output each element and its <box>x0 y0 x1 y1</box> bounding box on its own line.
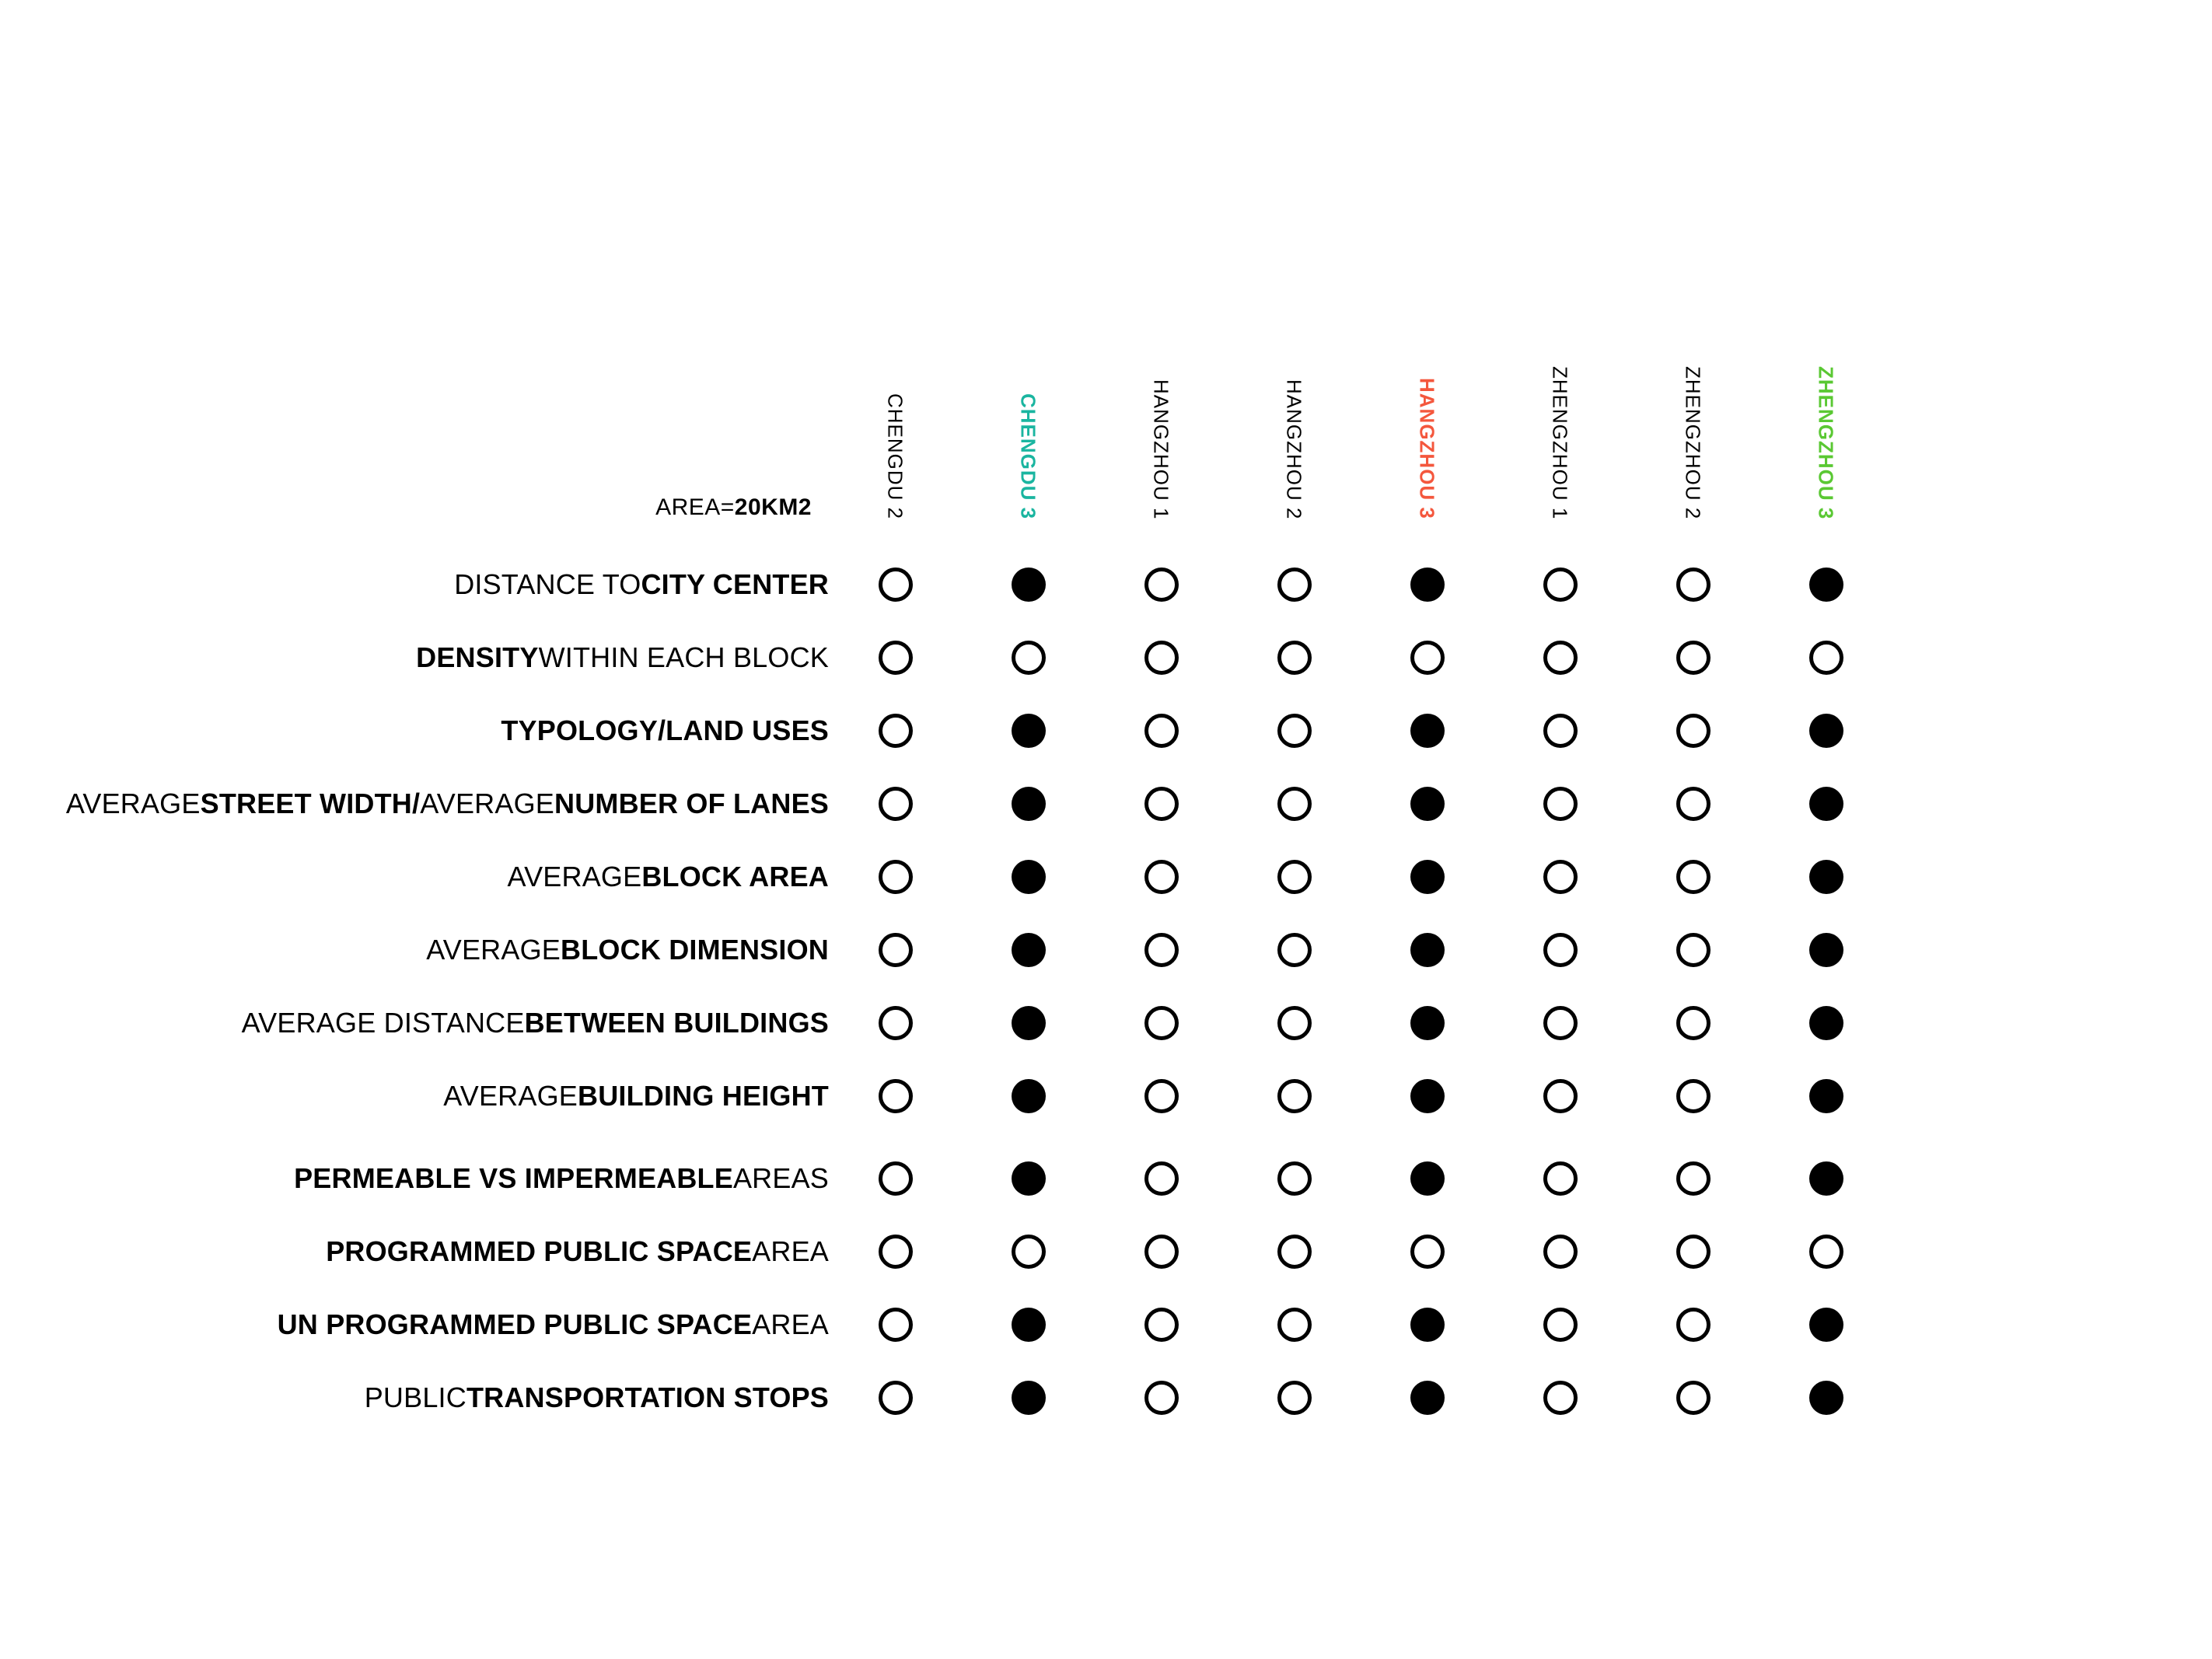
matrix-cell-r3-c1 <box>829 694 962 767</box>
dot-empty-icon <box>1543 568 1578 602</box>
matrix-cell-r4-c5 <box>1361 767 1494 840</box>
matrix-cell-r6-c5 <box>1361 913 1494 987</box>
matrix-cell-r5-c5 <box>1361 840 1494 913</box>
matrix-cell-r9-c7 <box>1627 1142 1759 1215</box>
row-label-segment: BLOCK DIMENSION <box>561 934 829 966</box>
matrix-cell-r8-c7 <box>1627 1060 1759 1133</box>
dot-empty-icon <box>1277 860 1312 894</box>
matrix-cell-r8-c1 <box>829 1060 962 1133</box>
matrix-cell-r9-c2 <box>962 1142 1095 1215</box>
matrix-cell-r4-c2 <box>962 767 1095 840</box>
row-label-segment: PERMEABLE VS IMPERMEABLE <box>294 1162 733 1194</box>
dot-empty-icon <box>1676 568 1711 602</box>
matrix-cell-r9-c5 <box>1361 1142 1494 1215</box>
row-label-12 <box>0 1361 829 1434</box>
dot-empty-icon <box>1277 641 1312 675</box>
dot-empty-icon <box>1543 933 1578 967</box>
matrix-cell-r12-c7 <box>1627 1361 1759 1434</box>
matrix-cell-r10-c4 <box>1228 1215 1361 1288</box>
row-label-1 <box>0 548 829 621</box>
dot-empty-icon <box>1676 1308 1711 1342</box>
dot-empty-icon <box>1543 860 1578 894</box>
row-label-segment: DENSITY <box>416 641 539 673</box>
dot-empty-icon <box>879 1006 913 1040</box>
dot-empty-icon <box>1676 933 1711 967</box>
dot-filled-icon <box>1410 1161 1445 1196</box>
dot-empty-icon <box>1012 1235 1046 1269</box>
matrix-cell-r6-c4 <box>1228 913 1361 987</box>
matrix-cell-r4-c3 <box>1095 767 1228 840</box>
dot-filled-icon <box>1410 1381 1445 1415</box>
dot-filled-icon <box>1809 1308 1843 1342</box>
dot-empty-icon <box>1277 1161 1312 1196</box>
row-label-segment: NUMBER OF LANES <box>554 788 829 819</box>
row-label-segment: AVERAGE DISTANCE <box>241 1007 525 1039</box>
dot-filled-icon <box>1809 568 1843 602</box>
matrix-cell-r6-c6 <box>1494 913 1627 987</box>
matrix-cell-r1-c1 <box>829 548 962 621</box>
dot-filled-icon <box>1410 568 1445 602</box>
row-label-5 <box>0 840 829 913</box>
dot-filled-icon <box>1012 1308 1046 1342</box>
dot-empty-icon <box>879 568 913 602</box>
dot-empty-icon <box>1277 1079 1312 1113</box>
matrix-cell-r4-c1 <box>829 767 962 840</box>
row-label-segment: PUBLIC <box>364 1381 467 1413</box>
dot-empty-icon <box>1809 1235 1843 1269</box>
dot-empty-icon <box>879 933 913 967</box>
column-header-zhengzhou-1 <box>1494 0 1627 548</box>
matrix-cell-r12-c1 <box>829 1361 962 1434</box>
matrix-cell-r1-c3 <box>1095 548 1228 621</box>
matrix-cell-r2-c1 <box>829 621 962 694</box>
matrix-cell-r10-c5 <box>1361 1215 1494 1288</box>
matrix-cell-r6-c2 <box>962 913 1095 987</box>
column-header-zhengzhou-3 <box>1759 0 1892 548</box>
matrix-cell-r10-c7 <box>1627 1215 1759 1288</box>
matrix-cell-r3-c6 <box>1494 694 1627 767</box>
dot-empty-icon <box>1144 1161 1179 1196</box>
dot-filled-icon <box>1012 1006 1046 1040</box>
matrix-cell-r1-c5 <box>1361 548 1494 621</box>
dot-filled-icon <box>1410 787 1445 821</box>
dot-empty-icon <box>1277 1381 1312 1415</box>
row-label-segment: AVERAGE <box>507 861 642 892</box>
matrix-cell-r8-c5 <box>1361 1060 1494 1133</box>
dot-filled-icon <box>1809 787 1843 821</box>
matrix-cell-r7-c5 <box>1361 987 1494 1060</box>
dot-empty-icon <box>1543 1079 1578 1113</box>
matrix-cell-r10-c6 <box>1494 1215 1627 1288</box>
matrix-cell-r9-c6 <box>1494 1142 1627 1215</box>
matrix-cell-r7-c1 <box>829 987 962 1060</box>
matrix-cell-r9-c4 <box>1228 1142 1361 1215</box>
row-label-9 <box>0 1142 829 1215</box>
dot-empty-icon <box>879 641 913 675</box>
dot-empty-icon <box>1676 1235 1711 1269</box>
dot-empty-icon <box>1543 1308 1578 1342</box>
matrix-cell-r12-c2 <box>962 1361 1095 1434</box>
matrix-cell-r11-c5 <box>1361 1288 1494 1361</box>
column-header-chengdu-2 <box>829 0 962 548</box>
matrix-cell-r11-c6 <box>1494 1288 1627 1361</box>
dot-filled-icon <box>1012 1079 1046 1113</box>
matrix-cell-r11-c8 <box>1759 1288 1892 1361</box>
matrix-cell-r4-c7 <box>1627 767 1759 840</box>
dot-empty-icon <box>1144 641 1179 675</box>
row-label-segment: UN PROGRAMMED PUBLIC SPACE <box>277 1308 753 1340</box>
dot-filled-icon <box>1012 933 1046 967</box>
matrix-corner-cell <box>0 0 829 548</box>
dot-filled-icon <box>1809 1381 1843 1415</box>
dot-empty-icon <box>1410 641 1445 675</box>
dot-empty-icon <box>1277 787 1312 821</box>
matrix-cell-r12-c3 <box>1095 1361 1228 1434</box>
matrix-cell-r10-c3 <box>1095 1215 1228 1288</box>
dot-filled-icon <box>1410 933 1445 967</box>
dot-empty-icon <box>1543 1006 1578 1040</box>
dot-empty-icon <box>1543 714 1578 748</box>
dot-filled-icon <box>1410 1308 1445 1342</box>
dot-empty-icon <box>1543 1235 1578 1269</box>
dot-empty-icon <box>1543 1381 1578 1415</box>
dot-empty-icon <box>1144 1235 1179 1269</box>
column-header-hangzhou-2 <box>1228 0 1361 548</box>
dot-empty-icon <box>1144 714 1179 748</box>
dot-empty-icon <box>879 1161 913 1196</box>
dot-empty-icon <box>879 1079 913 1113</box>
dot-empty-icon <box>1809 641 1843 675</box>
row-label-6 <box>0 913 829 987</box>
matrix-cell-r3-c5 <box>1361 694 1494 767</box>
matrix-cell-r2-c8 <box>1759 621 1892 694</box>
matrix-cell-r11-c7 <box>1627 1288 1759 1361</box>
matrix-cell-r3-c7 <box>1627 694 1759 767</box>
dot-empty-icon <box>1543 641 1578 675</box>
dot-filled-icon <box>1809 860 1843 894</box>
row-label-10 <box>0 1215 829 1288</box>
dot-filled-icon <box>1410 860 1445 894</box>
matrix-cell-r7-c8 <box>1759 987 1892 1060</box>
dot-empty-icon <box>1144 568 1179 602</box>
column-header-label: CHENGDU 2 <box>883 393 907 519</box>
matrix-cell-r12-c4 <box>1228 1361 1361 1434</box>
row-label-segment: WITHIN EACH BLOCK <box>538 641 829 673</box>
matrix-cell-r8-c2 <box>962 1060 1095 1133</box>
matrix-cell-r2-c4 <box>1228 621 1361 694</box>
matrix-cell-r2-c5 <box>1361 621 1494 694</box>
dot-filled-icon <box>1012 787 1046 821</box>
matrix-cell-r2-c3 <box>1095 621 1228 694</box>
dot-empty-icon <box>1144 860 1179 894</box>
row-label-segment: AVERAGE <box>65 788 201 819</box>
matrix-cell-r9-c1 <box>829 1142 962 1215</box>
row-label-4 <box>0 767 829 840</box>
dot-empty-icon <box>1410 1235 1445 1269</box>
dot-empty-icon <box>1543 1161 1578 1196</box>
matrix-cell-r9-c8 <box>1759 1142 1892 1215</box>
matrix-cell-r1-c6 <box>1494 548 1627 621</box>
dot-empty-icon <box>1144 787 1179 821</box>
row-label-segment: DISTANCE TO <box>454 568 641 600</box>
dot-empty-icon <box>1277 1006 1312 1040</box>
dot-filled-icon <box>1809 1161 1843 1196</box>
row-label-8 <box>0 1060 829 1133</box>
dot-empty-icon <box>1277 714 1312 748</box>
dot-empty-icon <box>1676 714 1711 748</box>
column-header-chengdu-3 <box>962 0 1095 548</box>
dot-empty-icon <box>1144 1308 1179 1342</box>
matrix-cell-r6-c1 <box>829 913 962 987</box>
row-label-segment: AREA <box>752 1235 829 1267</box>
matrix-cell-r3-c3 <box>1095 694 1228 767</box>
dot-empty-icon <box>1277 1235 1312 1269</box>
row-label-segment: STREET WIDTH/ <box>200 788 421 819</box>
matrix-cell-r8-c4 <box>1228 1060 1361 1133</box>
row-label-segment: AVERAGE <box>426 934 561 966</box>
matrix-cell-r3-c8 <box>1759 694 1892 767</box>
matrix-cell-r11-c4 <box>1228 1288 1361 1361</box>
matrix-cell-r1-c4 <box>1228 548 1361 621</box>
column-header-label: ZHENGZHOU 1 <box>1548 365 1572 519</box>
matrix-cell-r7-c6 <box>1494 987 1627 1060</box>
matrix-cell-r6-c8 <box>1759 913 1892 987</box>
matrix-cell-r4-c4 <box>1228 767 1361 840</box>
matrix-cell-r7-c4 <box>1228 987 1361 1060</box>
matrix-cell-r2-c2 <box>962 621 1095 694</box>
row-label-segment: TRANSPORTATION STOPS <box>466 1381 829 1413</box>
matrix-cell-r1-c2 <box>962 548 1095 621</box>
matrix-cell-r7-c2 <box>962 987 1095 1060</box>
matrix-cell-r12-c8 <box>1759 1361 1892 1434</box>
column-header-label: HANGZHOU 1 <box>1149 379 1173 519</box>
matrix-cell-r12-c5 <box>1361 1361 1494 1434</box>
matrix-cell-r5-c8 <box>1759 840 1892 913</box>
column-header-label: ZHENGZHOU 2 <box>1681 365 1705 519</box>
dot-empty-icon <box>1277 1308 1312 1342</box>
dot-empty-icon <box>879 1381 913 1415</box>
dot-filled-icon <box>1012 714 1046 748</box>
matrix-cell-r2-c6 <box>1494 621 1627 694</box>
dot-empty-icon <box>879 714 913 748</box>
column-header-label: ZHENGZHOU 3 <box>1814 365 1838 519</box>
matrix-cell-r10-c2 <box>962 1215 1095 1288</box>
dot-filled-icon <box>1012 1161 1046 1196</box>
matrix-cell-r5-c6 <box>1494 840 1627 913</box>
row-label-segment: CITY CENTER <box>641 568 829 600</box>
dot-empty-icon <box>1277 933 1312 967</box>
matrix-cell-r3-c2 <box>962 694 1095 767</box>
matrix-cell-r11-c3 <box>1095 1288 1228 1361</box>
dot-filled-icon <box>1410 1079 1445 1113</box>
area-label <box>655 496 812 519</box>
dot-empty-icon <box>1676 641 1711 675</box>
dot-filled-icon <box>1809 714 1843 748</box>
matrix-cell-r4-c8 <box>1759 767 1892 840</box>
dot-empty-icon <box>1277 568 1312 602</box>
matrix-cell-r4-c6 <box>1494 767 1627 840</box>
column-header-hangzhou-3 <box>1361 0 1494 548</box>
matrix-cell-r1-c7 <box>1627 548 1759 621</box>
dot-empty-icon <box>1144 1381 1179 1415</box>
matrix-cell-r11-c2 <box>962 1288 1095 1361</box>
matrix-cell-r3-c4 <box>1228 694 1361 767</box>
matrix-cell-r8-c6 <box>1494 1060 1627 1133</box>
dot-filled-icon <box>1012 860 1046 894</box>
matrix-cell-r5-c4 <box>1228 840 1361 913</box>
dot-empty-icon <box>879 787 913 821</box>
matrix-cell-r2-c7 <box>1627 621 1759 694</box>
row-label-2 <box>0 621 829 694</box>
dot-filled-icon <box>1012 1381 1046 1415</box>
matrix-cell-r7-c3 <box>1095 987 1228 1060</box>
row-label-segment: TYPOLOGY/LAND USES <box>501 714 829 746</box>
matrix-cell-r8-c3 <box>1095 1060 1228 1133</box>
dot-empty-icon <box>1676 787 1711 821</box>
row-label-segment: BETWEEN BUILDINGS <box>524 1007 829 1039</box>
matrix-cell-r10-c1 <box>829 1215 962 1288</box>
row-label-segment: AREAS <box>732 1162 829 1194</box>
dot-filled-icon <box>1809 1079 1843 1113</box>
matrix-cell-r8-c8 <box>1759 1060 1892 1133</box>
matrix-cell-r9-c3 <box>1095 1142 1228 1215</box>
matrix-cell-r5-c1 <box>829 840 962 913</box>
matrix-cell-r5-c3 <box>1095 840 1228 913</box>
column-header-label: HANGZHOU 2 <box>1282 379 1306 519</box>
matrix-cell-r6-c7 <box>1627 913 1759 987</box>
matrix-cell-r12-c6 <box>1494 1361 1627 1434</box>
dot-empty-icon <box>1676 1161 1711 1196</box>
row-label-segment: BLOCK AREA <box>641 861 829 892</box>
dot-filled-icon <box>1410 1006 1445 1040</box>
area-label-prefix: AREA= <box>655 494 735 520</box>
area-label-value: 20KM2 <box>734 494 812 520</box>
dot-empty-icon <box>1144 933 1179 967</box>
column-header-label: HANGZHOU 3 <box>1415 378 1439 519</box>
dot-empty-icon <box>879 860 913 894</box>
matrix-cell-r11-c1 <box>829 1288 962 1361</box>
dot-empty-icon <box>1676 1381 1711 1415</box>
dot-empty-icon <box>1676 1079 1711 1113</box>
row-label-segment: BUILDING HEIGHT <box>578 1080 829 1112</box>
dot-empty-icon <box>1144 1079 1179 1113</box>
row-label-segment: AVERAGE <box>420 788 554 819</box>
matrix-cell-r10-c8 <box>1759 1215 1892 1288</box>
dot-empty-icon <box>1144 1006 1179 1040</box>
matrix-cell-r6-c3 <box>1095 913 1228 987</box>
dot-filled-icon <box>1809 1006 1843 1040</box>
dot-filled-icon <box>1012 568 1046 602</box>
row-label-11 <box>0 1288 829 1361</box>
matrix-cell-r5-c2 <box>962 840 1095 913</box>
row-label-7 <box>0 987 829 1060</box>
dot-filled-icon <box>1809 933 1843 967</box>
row-label-segment: PROGRAMMED PUBLIC SPACE <box>326 1235 753 1267</box>
dot-empty-icon <box>1676 860 1711 894</box>
dot-empty-icon <box>1676 1006 1711 1040</box>
row-label-segment: AREA <box>752 1308 829 1340</box>
column-header-label: CHENGDU 3 <box>1016 393 1040 519</box>
matrix-cell-r1-c8 <box>1759 548 1892 621</box>
column-header-zhengzhou-2 <box>1627 0 1759 548</box>
dot-empty-icon <box>1543 787 1578 821</box>
column-header-hangzhou-1 <box>1095 0 1228 548</box>
row-label-3 <box>0 694 829 767</box>
dot-filled-icon <box>1410 714 1445 748</box>
dot-empty-icon <box>879 1308 913 1342</box>
matrix-cell-r5-c7 <box>1627 840 1759 913</box>
row-label-segment: AVERAGE <box>443 1080 578 1112</box>
dot-empty-icon <box>1012 641 1046 675</box>
dot-empty-icon <box>879 1235 913 1269</box>
matrix-cell-r7-c7 <box>1627 987 1759 1060</box>
